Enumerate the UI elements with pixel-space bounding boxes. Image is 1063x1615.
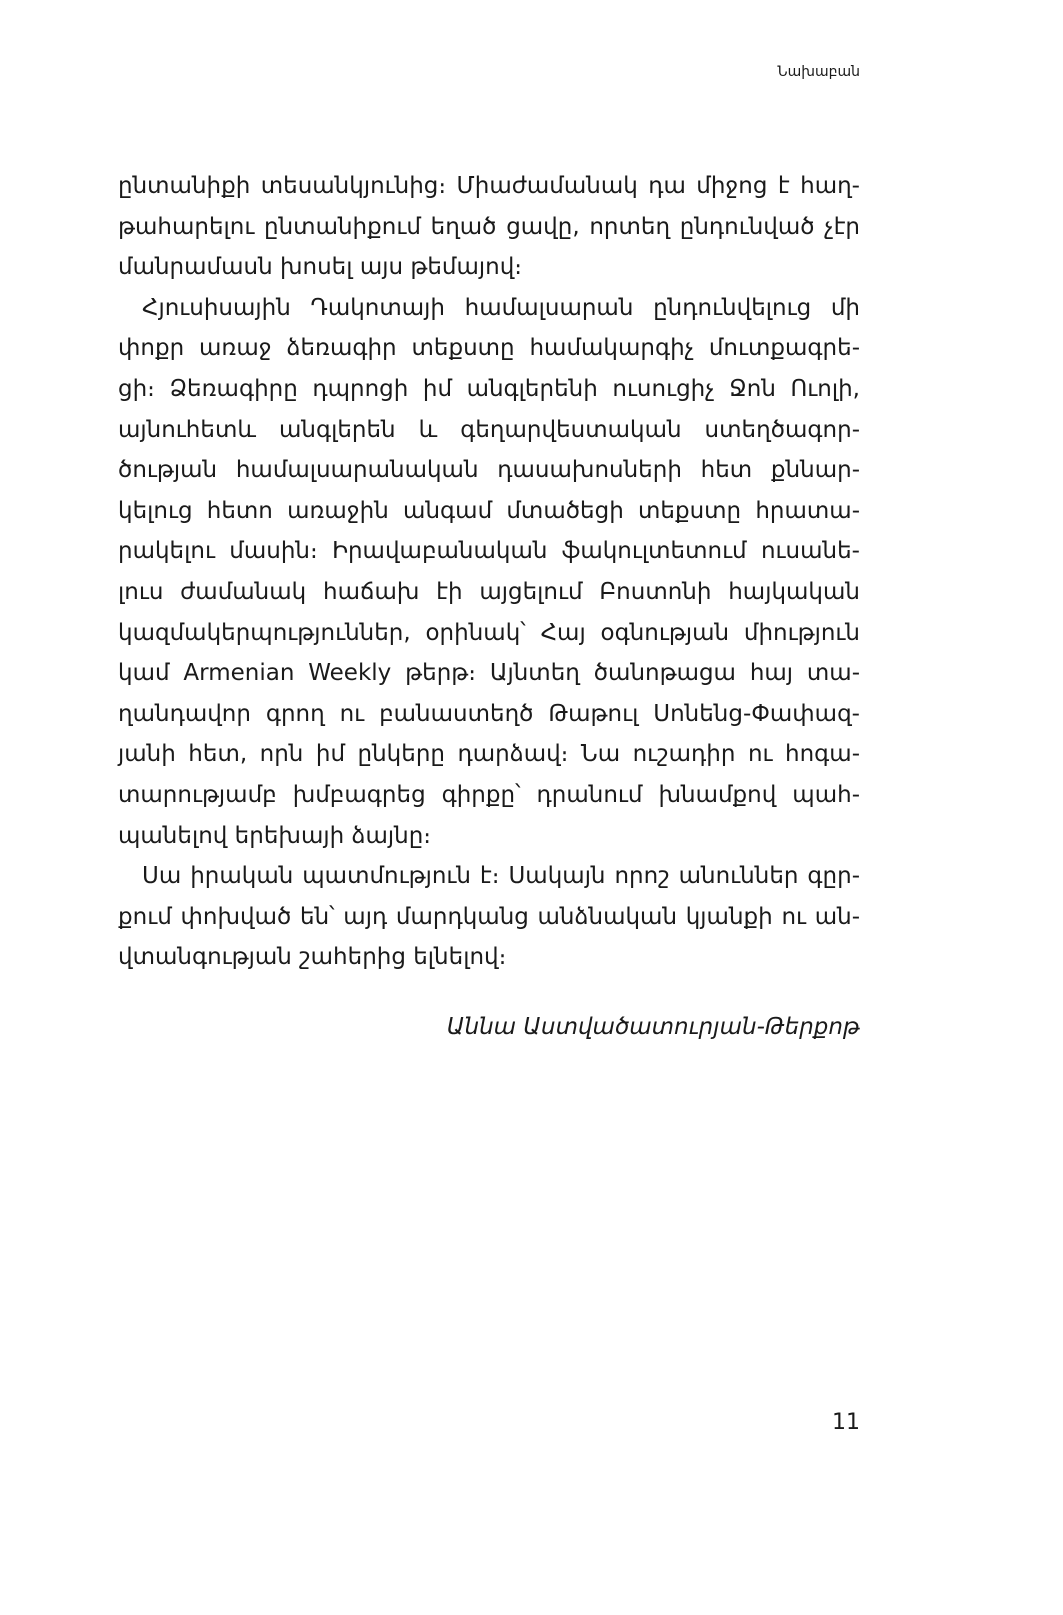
text-line: րակելու մասին։ Իրավաբանական ֆակուլտետում ուսանե- (118, 538, 860, 565)
body-text (118, 166, 860, 978)
text-line: ընտանիքի տեսանկյունից։ Միաժամանակ դա միջոց է հաղ- (118, 173, 860, 199)
text-line: վտանգության շահերից ելնելով։ (118, 944, 507, 971)
text-line: կելուց հետո առաջին անգամ մտածեցի տեքստը հրատա- (118, 497, 860, 524)
text-line: այնուհետև անգլերեն և գեղարվեստական ստեղծագոր- (118, 416, 860, 443)
author-signature: Աննա Աստվածատուրյան-Թերքոթ (446, 1014, 860, 1040)
text-line: կամ Armenian Weekly թերթ։ Այնտեղ ծանոթացա հայ տա- (118, 660, 860, 687)
text-line: Սա իրական պատմություն է։ Սակայն որոշ անուններ գըր- (142, 863, 860, 890)
text-line: տարությամբ խմբագրեց գիրքը՝ դրանում խնամքով պահ- (118, 781, 860, 808)
text-line: ցի։ Ձեռագիրը դպրոցի իմ անգլերենի ուսուցիչ Ջոն Ուոլի, (118, 375, 860, 402)
text-line: փոքր առաջ ձեռագիր տեքստը համակարգիչ մուտքագրե- (118, 335, 860, 362)
text-line: լուս ժամանակ հաճախ էի այցելում Բոստոնի հայկական (118, 578, 860, 605)
page-number: 11 (832, 1410, 860, 1435)
text-line: Հյուսիսային Դակոտայի համալսարան ընդունվելուց մի (142, 294, 860, 321)
text-line: կազմակերպություններ, օրինակ՝ Հայ օգնության միություն (118, 619, 860, 646)
text-line: թահարելու ընտանիքում եղած ցավը, որտեղ ընդունված չէր (118, 213, 860, 240)
text-line: մանրամասն խոսել այս թեմայով։ (118, 254, 523, 281)
text-line: պանելով երեխայի ձայնը։ (118, 822, 432, 849)
text-line: ղանդավոր գրող ու բանաստեղծ Թաթուլ Սոնենց-Փափազ- (118, 700, 860, 727)
running-head-title: Նախաբան (777, 64, 860, 80)
text-line: քում փոխված են՝ այդ մարդկանց անձնական կյանքի ու ան- (118, 903, 860, 930)
text-line: յանի հետ, որն իմ ընկերը դարձավ։ Նա ուշադիր ու հոգա- (118, 741, 860, 768)
text-line: ծության համալսարանական դասախոսների հետ քննար- (118, 457, 860, 484)
